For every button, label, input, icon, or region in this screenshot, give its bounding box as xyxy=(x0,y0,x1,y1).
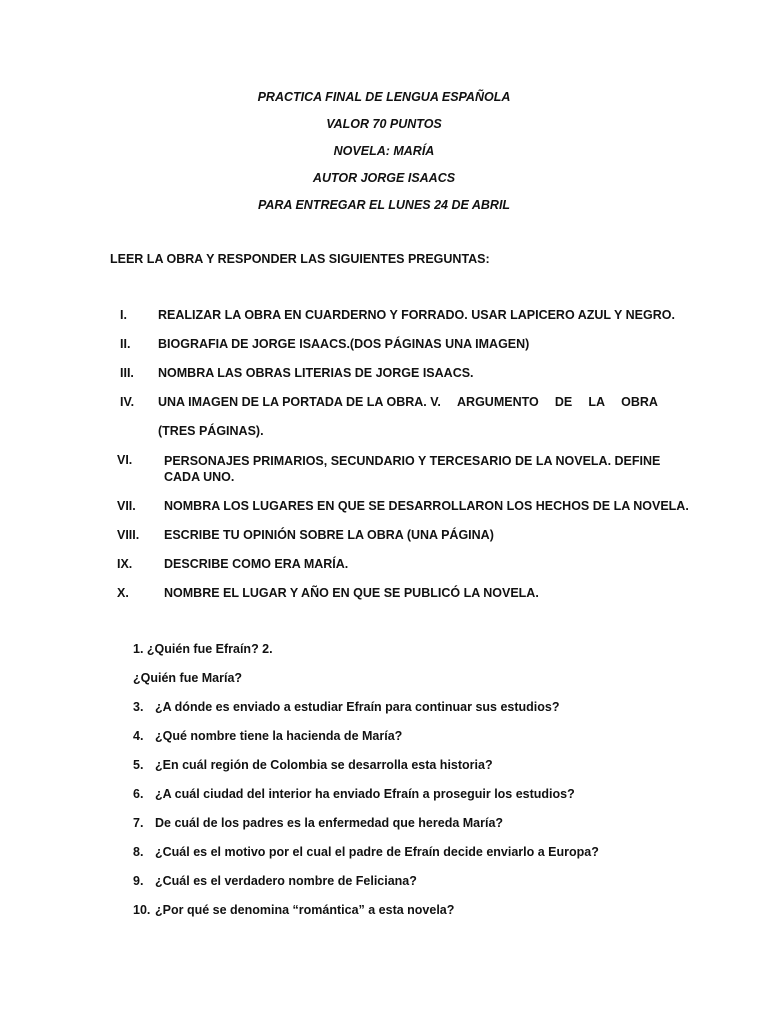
list-item-text: ARGUMENTO xyxy=(457,395,539,409)
question-text: ¿A cuál ciudad del interior ha enviado Efraín a proseguir los estudios? xyxy=(155,787,575,801)
list-item-text: REALIZAR LA OBRA EN CUARDERNO Y FORRADO. USAR LAPICERO AZUL Y NEGRO. xyxy=(158,308,675,322)
list-item-num: VI. xyxy=(117,453,133,467)
question-num: 3. xyxy=(133,700,144,714)
list-item-text: LA xyxy=(588,395,606,409)
question-num: 8. xyxy=(133,845,144,859)
list-item-text-continued: (TRES PÁGINAS). xyxy=(158,424,264,438)
list-item-text: DE xyxy=(554,395,573,409)
list-item-num: IV. xyxy=(120,395,135,409)
doc-due-date: PARA ENTREGAR EL LUNES 24 DE ABRIL xyxy=(257,198,511,212)
question-num: 4. xyxy=(133,729,144,743)
question-text: ¿Qué nombre tiene la hacienda de María? xyxy=(155,729,403,743)
question-text: ¿Cuál es el verdadero nombre de Feliciana? xyxy=(155,874,417,888)
list-item-text: UNA IMAGEN DE LA PORTADA DE LA OBRA. V. xyxy=(158,395,441,409)
list-item-text: OBRA xyxy=(621,395,658,409)
instruction: LEER LA OBRA Y RESPONDER LAS SIGUIENTES PREGUNTAS: xyxy=(110,252,490,266)
question-num: 9. xyxy=(133,874,144,888)
list-item-num: I. xyxy=(120,308,127,322)
list-item-num: X. xyxy=(117,586,129,600)
question-num: 7. xyxy=(133,816,144,830)
question-num: 6. xyxy=(133,787,144,801)
question-text: ¿Por qué se denomina “romántica” a esta novela? xyxy=(155,903,455,917)
list-item-text-justified xyxy=(158,395,658,409)
list-item-text: DESCRIBE COMO ERA MARÍA. xyxy=(164,557,349,571)
doc-author: AUTOR JORGE ISAACS xyxy=(312,171,456,185)
question-num: 5. xyxy=(133,758,144,772)
list-item-text: BIOGRAFIA DE JORGE ISAACS.(DOS PÁGINAS UNA IMAGEN) xyxy=(158,337,530,351)
list-item-text: PERSONAJES PRIMARIOS, SECUNDARIO Y TERCESARIO DE LA NOVELA. DEFINE CADA UNO. xyxy=(164,454,661,484)
list-item-text: NOMBRE EL LUGAR Y AÑO EN QUE SE PUBLICÓ LA NOVELA. xyxy=(164,586,539,600)
question-num: 10. xyxy=(133,903,151,917)
question-text: ¿A dónde es enviado a estudiar Efraín para continuar sus estudios? xyxy=(155,700,560,714)
list-item-num: VIII. xyxy=(117,528,140,542)
list-item-num: II. xyxy=(120,337,131,351)
doc-novel: NOVELA: MARÍA xyxy=(333,144,435,158)
list-item-num: IX. xyxy=(117,557,133,571)
question-2: ¿Quién fue María? xyxy=(133,671,243,685)
doc-value: VALOR 70 PUNTOS xyxy=(326,117,442,131)
doc-title: PRACTICA FINAL DE LENGUA ESPAÑOLA xyxy=(257,90,511,104)
list-item-num: VII. xyxy=(117,499,136,513)
question-text: De cuál de los padres es la enfermedad que hereda María? xyxy=(155,816,504,830)
list-item-text: NOMBRA LAS OBRAS LITERIAS DE JORGE ISAACS. xyxy=(158,366,474,380)
list-item-text: NOMBRA LOS LUGARES EN QUE SE DESARROLLARON LOS HECHOS DE LA NOVELA. xyxy=(164,499,689,513)
list-item-num: III. xyxy=(120,366,134,380)
list-item-text: ESCRIBE TU OPINIÓN SOBRE LA OBRA (UNA PÁGINA) xyxy=(164,528,494,542)
question-text: ¿En cuál región de Colombia se desarrolla esta historia? xyxy=(155,758,493,772)
question-text: ¿Cuál es el motivo por el cual el padre de Efraín decide enviarlo a Europa? xyxy=(155,845,599,859)
question-1: 1. ¿Quién fue Efraín? 2. xyxy=(133,642,273,656)
